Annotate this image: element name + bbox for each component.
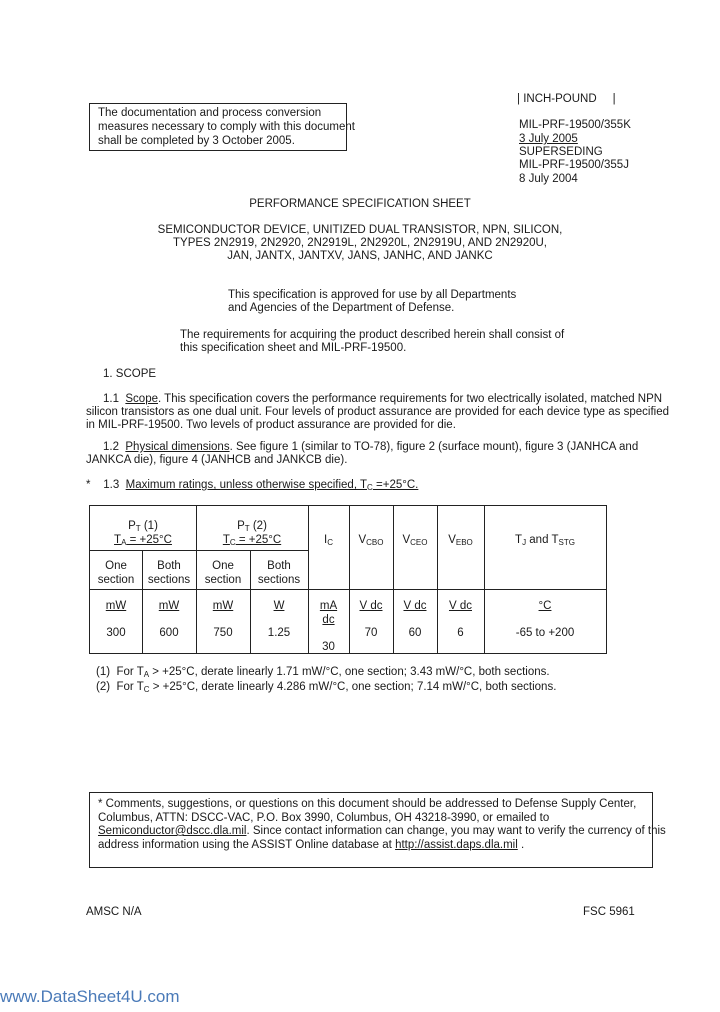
pt1-condition: $T_A = +25^\circ C$ <box>114 534 172 547</box>
vebo-header: $V_{EBO}$ <box>448 534 473 547</box>
watermark-link[interactable]: www.DataSheet4U.com <box>0 987 180 1006</box>
para-1-1-line-1: 1.1 Scope. This specification covers the performance requirements for two electrically isolated, matched NPN <box>103 393 663 405</box>
requirements-line-2: this specification sheet and MIL-PRF-19500. <box>180 342 407 354</box>
requirements-line-1: The requirements for acquiring the product described herein shall consist of <box>180 329 565 341</box>
email-link[interactable]: Semiconductor@dscc.dla.mil <box>98 825 247 837</box>
para-1-2-line-1: 1.2 Physical dimensions. See figure 1 (similar to TO-78), figure 2 (surface mount), figure 3 (JANHCA and <box>103 441 639 453</box>
unit-cell: W <box>273 600 285 612</box>
approval-line-1: This specification is approved for use by all Departments <box>228 289 517 301</box>
comments-line-2: Columbus, ATTN: DSCC-VAC, P.O. Box 3990, Columbus, OH 43218-3990, or emailed to <box>98 812 550 824</box>
approval-line-2: and Agencies of the Department of Defense. <box>228 302 455 314</box>
sheet-title: PERFORMANCE SPECIFICATION SHEET <box>249 198 471 210</box>
value-cell: 6 <box>457 627 464 639</box>
fsc-label: FSC 5961 <box>583 906 635 918</box>
ratings-table <box>89 505 607 654</box>
comments-box <box>89 792 666 868</box>
notice-box <box>89 103 355 151</box>
subhdr-both-sections-1: Both sections <box>147 560 191 586</box>
device-title-line-1: SEMICONDUCTOR DEVICE, UNITIZED DUAL TRANSISTOR, NPN, SILICON, <box>157 224 563 236</box>
para-1-3-heading: * 1.3 Maximum ratings, unless otherwise specified, $T_C =+25^\circ C$. <box>86 479 419 492</box>
value-cell: 70 <box>364 627 378 639</box>
comments-line-1: * Comments, suggestions, or questions on this document should be addressed to Defense Supply Center, <box>98 798 637 810</box>
unit-cell: °C <box>538 600 552 612</box>
note-2: (2) For $T_C > +25^\circ C$, derate linearly 4.286 mW/°C, one section; 7.14 mW/°C, both sections. <box>96 681 557 694</box>
ic-header: $I_C$ <box>324 534 333 547</box>
value-cell: 300 <box>106 627 126 639</box>
device-title-line-3: JAN, JANTX, JANTXV, JANS, JANHC, AND JANKC <box>227 250 493 262</box>
superseded-id: MIL-PRF-19500/355J <box>519 159 629 171</box>
pt2-condition: $T_C = +25^\circ C$ <box>222 534 282 547</box>
unit-cell: mW <box>105 600 127 612</box>
assist-url-link[interactable]: http://assist.daps.dla.mil <box>395 839 518 851</box>
scope-heading: 1. SCOPE <box>103 368 157 380</box>
pt1-header: $P_T$ (1) <box>128 520 158 533</box>
unit-cell: V dc <box>448 600 472 612</box>
vceo-header: $V_{CEO}$ <box>402 534 428 547</box>
unit-cell: V dc <box>403 600 427 612</box>
note-1: (1) For $T_A > +25^\circ C$, derate linearly 1.71 mW/°C, one section; 3.43 mW/°C, both sections. <box>96 666 550 679</box>
value-cell: 1.25 <box>267 627 291 639</box>
subhdr-one-section-2: One section <box>204 560 242 586</box>
comments-line-4: address information using the ASSIST Online database at http://assist.daps.dla.mil . <box>98 839 525 851</box>
doc-id: MIL-PRF-19500/355K <box>519 119 631 131</box>
subhdr-one-section-1: One section <box>97 560 135 586</box>
notice-line-3: shall be completed by 3 October 2005. <box>98 135 295 147</box>
device-title-line-2: TYPES 2N2919, 2N2920, 2N2919L, 2N2920L, 2N2919U, AND 2N2920U, <box>173 237 547 249</box>
pt2-header: $P_T$ (2) <box>237 520 267 533</box>
tj-tstg-header: $T_J$ and $T_{STG}$ <box>515 534 575 547</box>
superseding-label: SUPERSEDING <box>519 146 603 158</box>
amsc-label: AMSC N/A <box>86 906 142 918</box>
comments-line-3: Semiconductor@dscc.dla.mil. Since contact information can change, you may want to verify the currency of this <box>98 825 666 837</box>
value-cell: -65 to +200 <box>515 627 575 639</box>
para-1-1-line-3: in MIL-PRF-19500. Two levels of product assurance are provided for die. <box>86 419 456 431</box>
notice-line-1: The documentation and process conversion <box>98 107 322 119</box>
subhdr-both-sections-2: Both sections <box>257 560 301 586</box>
inch-pound-label: | INCH-POUND | <box>517 93 616 105</box>
value-cell: 60 <box>408 627 422 639</box>
unit-cell: mW <box>158 600 180 612</box>
value-cell: 750 <box>213 627 233 639</box>
unit-cell: mW <box>212 600 234 612</box>
para-1-1-line-2: silicon transistors as one dual unit. Four levels of product assurance are provided for each device type as specified <box>86 406 669 418</box>
value-cell: 30 <box>322 641 335 653</box>
unit-cell: V dc <box>359 600 383 612</box>
superseded-date: 8 July 2004 <box>519 173 578 185</box>
vcbo-header: $V_{CBO}$ <box>358 534 384 547</box>
notice-line-2: measures necessary to comply with this document <box>98 121 355 133</box>
doc-date: 3 July 2005 <box>519 133 578 145</box>
value-cell: 600 <box>159 627 179 639</box>
unit-cell-ic: mA dc <box>319 600 338 626</box>
para-1-2-line-2: JANKCA die), figure 4 (JANHCB and JANKCB die). <box>86 454 348 466</box>
